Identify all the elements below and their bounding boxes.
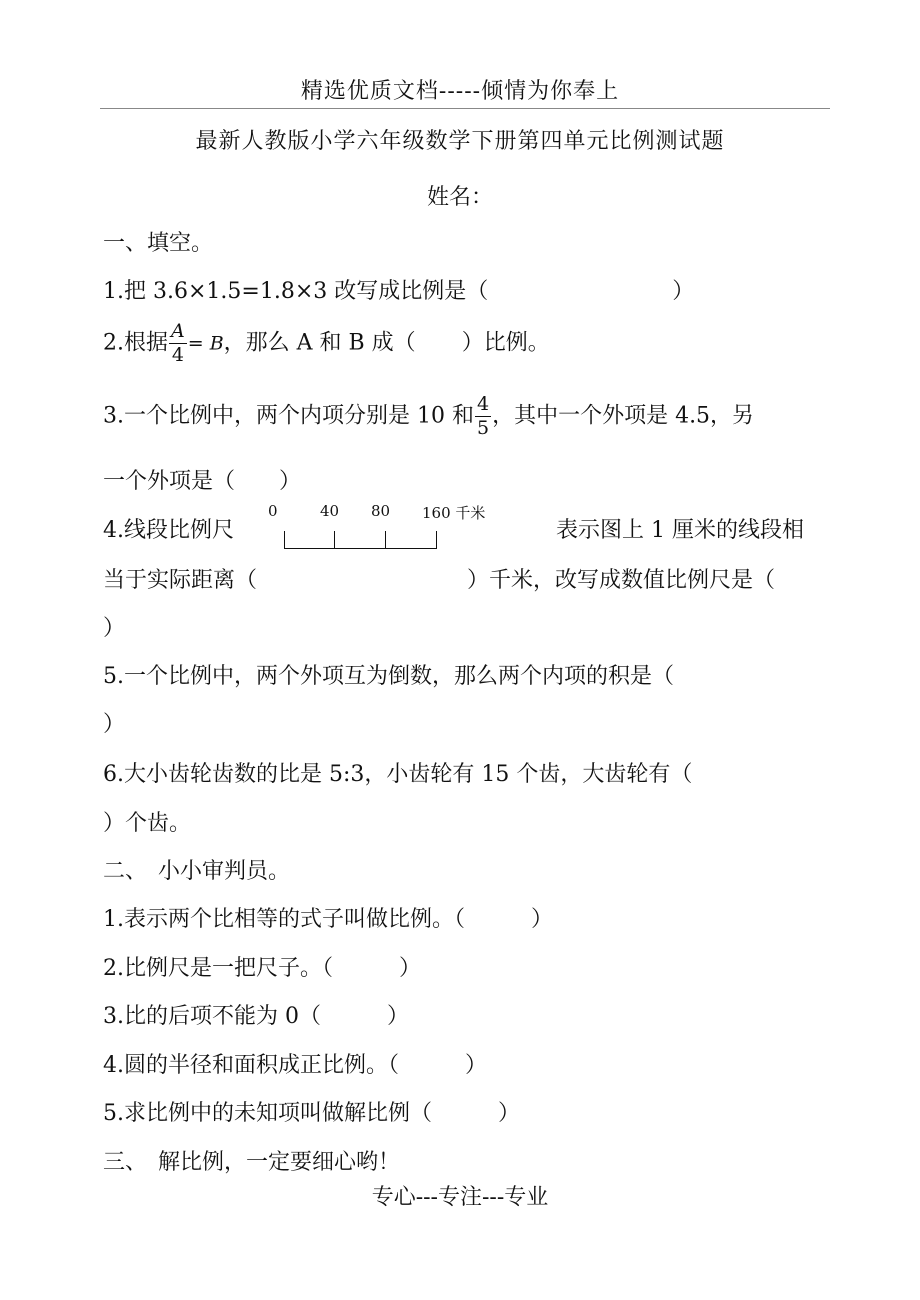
question-4-suffix: 表示图上 1 厘米的线段相 — [556, 518, 804, 543]
question-3-suffix: ，其中一个外项是 4.5，另 — [492, 403, 755, 429]
judge-item-1: 1.表示两个比相等的式子叫做比例。（ ） — [103, 907, 553, 932]
equation-rhs: = B — [187, 332, 224, 355]
question-1 — [103, 274, 694, 305]
scale-label-80: 80 — [371, 502, 391, 520]
fraction-denominator: 4 — [171, 344, 184, 366]
judge-item-5: 5.求比例中的未知项叫做解比例（ ） — [103, 1101, 520, 1126]
fraction-denominator: 5 — [476, 417, 490, 439]
scale-label-160: 160 千米 — [422, 504, 486, 522]
scale-label-0: 0 — [268, 502, 278, 520]
question-2-close: ）比例。 — [461, 330, 550, 356]
question-6-line2: ）个齿。 — [103, 811, 192, 836]
page-footer: 专心---专注---专业 — [371, 1185, 549, 1210]
judge-item-4: 4.圆的半径和面积成正比例。（ ） — [103, 1053, 487, 1078]
question-4-line2-b: ）千米，改写成数值比例尺是（ — [467, 568, 776, 593]
question-4-line2 — [103, 563, 775, 594]
document-title: 最新人教版小学六年级数学下册第四单元比例测试题 — [195, 129, 725, 154]
line-scale-diagram — [268, 502, 508, 552]
page-header: 精选优质文档-----倾情为你奉上 — [300, 79, 620, 104]
section2-heading: 二、 小小审判员。 — [103, 859, 291, 884]
fraction-numerator: A — [171, 320, 185, 342]
scale-label-40: 40 — [320, 502, 340, 520]
question-5-line2: ） — [103, 712, 126, 737]
scale-tick — [284, 531, 285, 548]
fraction-a-over-4 — [169, 322, 187, 365]
question-3-line2: 一个外项是（ ） — [103, 469, 302, 494]
judge-item-3: 3.比的后项不能为 0（ ） — [103, 1004, 409, 1029]
fraction-4-over-5 — [475, 395, 491, 438]
name-label: 姓名： — [426, 185, 493, 210]
header-divider — [100, 108, 830, 109]
question-1-text: 1.把 3.6×1.5=1.8×3 改写成比例是（ — [103, 279, 489, 304]
question-2 — [103, 322, 550, 365]
question-2-suffix: ，那么 A 和 B 成（ — [223, 330, 416, 356]
question-5: 5.一个比例中，两个外项互为倒数，那么两个内项的积是（ — [103, 664, 674, 689]
question-3 — [103, 395, 754, 438]
section3-heading: 三、 解比例，一定要细心哟！ — [103, 1150, 401, 1175]
question-1-close: ） — [672, 279, 695, 304]
question-2-prefix: 2.根据 — [103, 330, 168, 356]
scale-tick — [334, 531, 335, 548]
judge-item-2: 2.比例尺是一把尺子。（ ） — [103, 956, 421, 981]
question-4-line2-a: 当于实际距离（ — [103, 568, 258, 593]
scale-tick — [436, 531, 437, 548]
question-4-line3: ） — [103, 616, 126, 641]
scale-tick — [385, 531, 386, 548]
question-3-prefix: 3.一个比例中，两个内项分别是 10 和 — [103, 403, 474, 429]
question-6: 6.大小齿轮齿数的比是 5:3，小齿轮有 15 个齿，大齿轮有（ — [103, 762, 693, 787]
fraction-numerator: 4 — [476, 393, 490, 415]
section1-heading: 一、填空。 — [103, 231, 214, 256]
scale-axis — [284, 548, 437, 549]
question-4-prefix: 4.线段比例尺 — [103, 518, 234, 543]
